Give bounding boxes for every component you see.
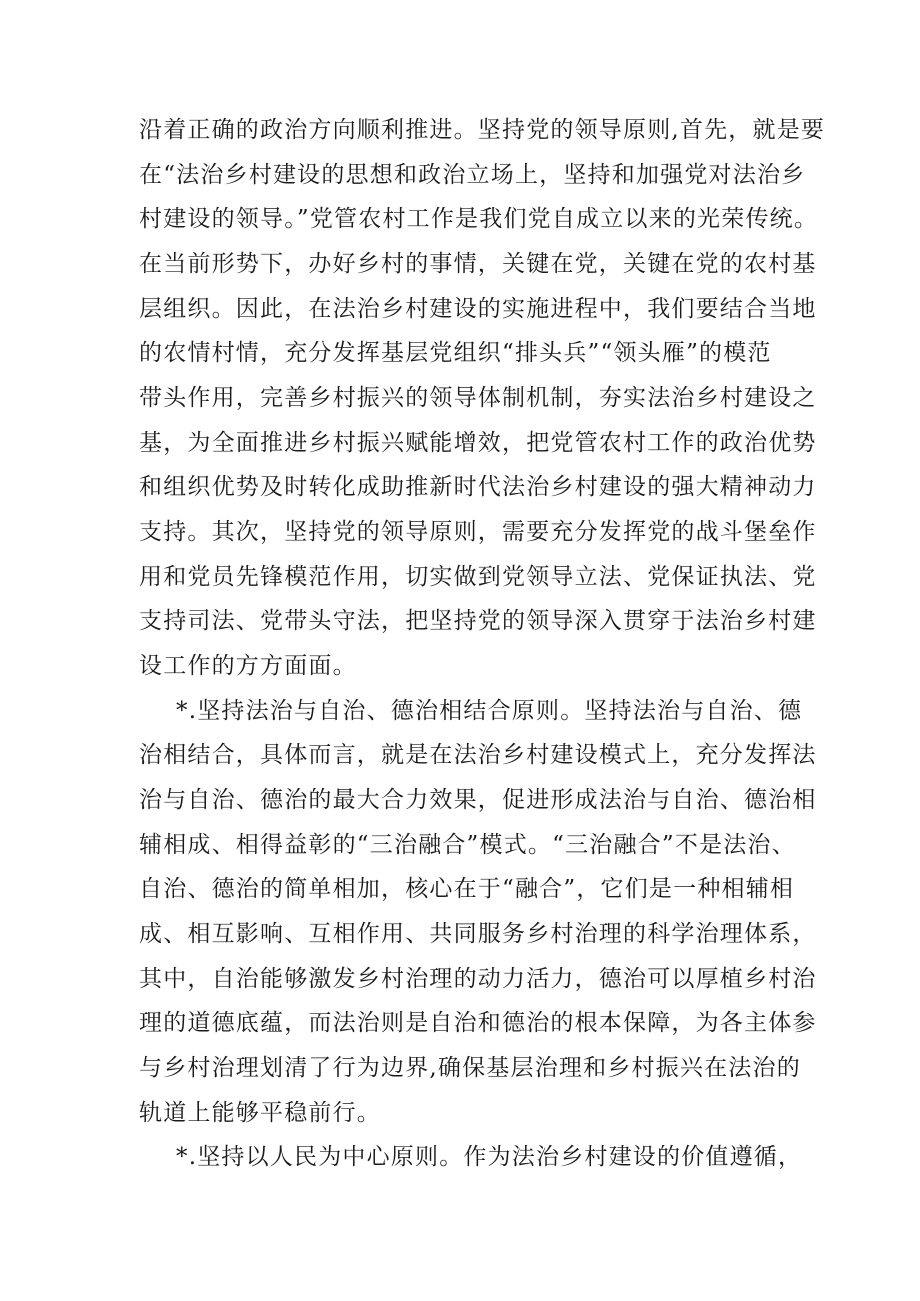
text-line: 成、相互影响、互相作用、共同服务乡村治理的科学治理体系，: [139, 921, 817, 947]
text-line: 支持。其次，坚持党的领导原则，需要充分发挥党的战斗堡垒作: [139, 519, 817, 545]
text-line: 治相结合，具体而言，就是在法治乡村建设模式上，充分发挥法: [139, 742, 817, 768]
text-line: 治与自治、德治的最大合力效果，促进形成法治与自治、德治相: [139, 787, 817, 813]
text-line: 理的道德底蕴，而法治则是自治和德治的根本保障，为各主体参: [139, 1010, 817, 1036]
text-line: 辅相成、相得益彰的“三治融合”模式。“三治融合”不是法治、: [139, 832, 796, 858]
text-line: 的农情村情，充分发挥基层党组织“排头兵”“领头雁”的模范: [139, 340, 772, 366]
paragraph-heading-line: *.坚持以人民为中心原则。作为法治乡村建设的价值遵循，: [176, 1144, 803, 1170]
text-line: 沿着正确的政治方向顺利推进。坚持党的领导原则,首先，就是要: [139, 117, 826, 143]
text-line: 轨道上能够平稳前行。: [139, 1100, 381, 1126]
text-line: 用和党员先锋模范作用，切实做到党领导立法、党保证执法、党: [139, 564, 817, 590]
text-line: 设工作的方方面面。: [139, 653, 357, 679]
text-line: 层组织。因此，在法治乡村建设的实施进程中，我们要结合当地: [139, 296, 817, 322]
text-line: 在当前形势下，办好乡村的事情，关键在党，关键在党的农村基: [139, 251, 817, 277]
text-line: 其中，自治能够激发乡村治理的动力活力，德治可以厚植乡村治: [139, 966, 817, 992]
text-line: 自治、德治的简单相加，核心在于“融合”，它们是一种相辅相: [139, 876, 795, 902]
text-line: 在“法治乡村建设的思想和政治立场上，坚持和加强党对法治乡: [139, 162, 806, 188]
paragraph-heading-line: *.坚持法治与自治、德治相结合原则。坚持法治与自治、德: [176, 698, 803, 724]
text-line: 和组织优势及时转化成助推新时代法治乡村建设的强大精神动力: [139, 474, 817, 500]
text-line: 基，为全面推进乡村振兴赋能增效，把党管农村工作的政治优势: [139, 430, 817, 456]
text-line: 带头作用，完善乡村振兴的领导体制机制，夯实法治乡村建设之: [139, 385, 817, 411]
text-line: 与乡村治理划清了行为边界,确保基层治理和乡村振兴在法治的: [139, 1055, 801, 1081]
text-line: 支持司法、党带头守法，把坚持党的领导深入贯穿于法治乡村建: [139, 608, 817, 634]
text-line: 村建设的领导。”党管农村工作是我们党自成立以来的光荣传统。: [139, 206, 819, 232]
